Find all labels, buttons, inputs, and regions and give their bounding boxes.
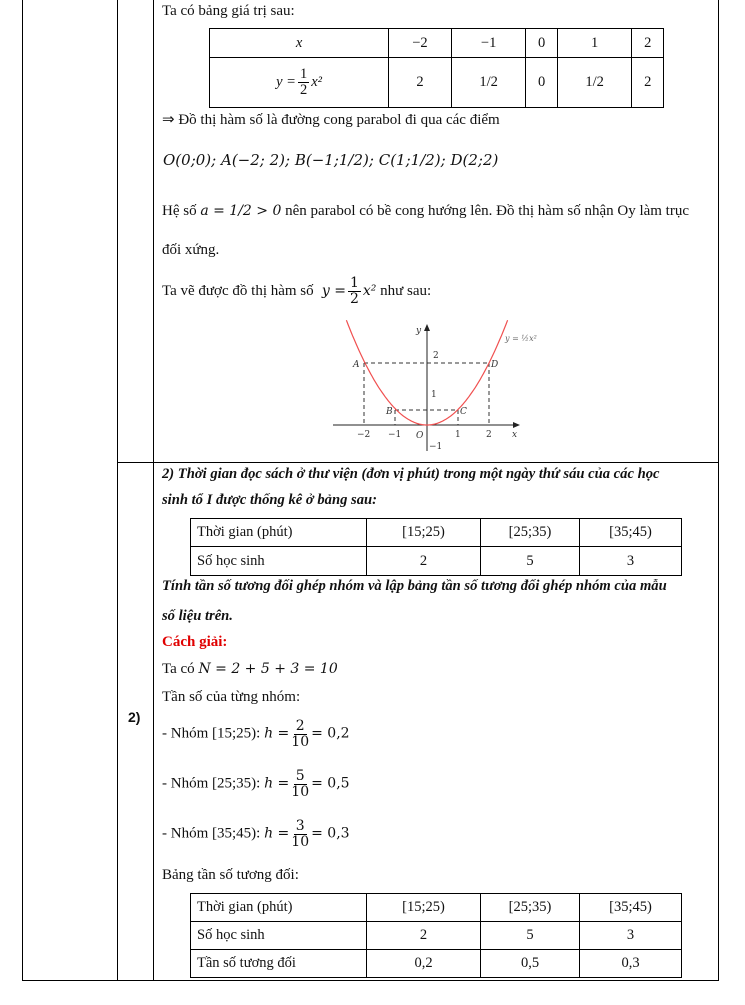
group-label: - Nhóm [25;35): [162, 775, 261, 792]
draw-suffix: như sau: [380, 283, 432, 300]
coef-suffix: nên parabol có bề cong hướng lên. Đồ thị hàm số nhận Oy làm trục [285, 203, 690, 219]
point-label-a: A [353, 360, 360, 370]
cell: 3 [580, 547, 682, 576]
group-result: = 0,2 [311, 725, 350, 742]
frame-right [718, 0, 719, 981]
cell: 2 [367, 547, 481, 576]
cell: −1 [451, 29, 526, 58]
num: 3 [295, 818, 305, 834]
cell: [25;35) [481, 894, 580, 922]
group-line [162, 769, 350, 799]
group-line [162, 719, 350, 749]
cell: Thời gian (phút) [191, 519, 367, 547]
point-d: D(2;2) [450, 151, 499, 169]
freq-heading: Tần số của từng nhóm: [162, 689, 301, 705]
group-result: = 0,3 [311, 825, 350, 842]
point-o: O(0;0); [163, 151, 217, 169]
den: 2 [299, 82, 308, 98]
question-line1: 2) Thời gian đọc sách ở thư viện (đơn vị phút) trong một ngày thứ sáu của các học [162, 466, 660, 482]
den: 10 [291, 833, 310, 850]
x-tick: −2 [357, 430, 371, 440]
rel-freq-table [190, 893, 682, 978]
group-result: = 0,5 [311, 775, 350, 792]
draw-prefix: Ta vẽ được đồ thị hàm số [162, 283, 314, 300]
intro-text: Ta có bảng giá trị sau: [162, 3, 295, 19]
cell: Tần số tương đối [191, 950, 367, 978]
cell: 0 [526, 58, 557, 108]
x-tick: 2 [486, 430, 492, 440]
cell: 1/2 [557, 58, 632, 108]
total-math: N = 2 + 5 + 3 = 10 [198, 661, 338, 677]
group-line [162, 819, 350, 849]
group-label: - Nhóm [35;45): [162, 825, 261, 842]
point-b: B(−1;1/2); [294, 151, 374, 169]
coef-prefix: Hệ số [162, 203, 197, 219]
cell: 3 [580, 922, 682, 950]
task-line2: số liệu trên. [162, 608, 233, 624]
draw-line [162, 276, 431, 306]
cell: [35;45) [580, 519, 682, 547]
point-label-c: C [460, 407, 467, 417]
cell: Số học sinh [191, 922, 367, 950]
rel-table-heading: Bảng tần số tương đối: [162, 867, 299, 883]
frame-col1 [117, 0, 118, 981]
y-label-cell [210, 58, 389, 108]
parabola-graph [330, 315, 570, 455]
den: 10 [291, 733, 310, 750]
cell: 5 [481, 547, 580, 576]
value-table [209, 28, 664, 108]
curve-label: y = ½x² [505, 334, 537, 343]
cell: Số học sinh [191, 547, 367, 576]
points-line [163, 151, 498, 169]
cell: [35;45) [580, 894, 682, 922]
point-c: C(1;1/2); [378, 151, 446, 169]
cell: 0,3 [580, 950, 682, 978]
y-tick: −1 [429, 442, 443, 452]
cell: x [210, 29, 389, 58]
coef-line [162, 203, 689, 220]
var: x² [311, 73, 322, 90]
question-line2: sinh tổ I được thống kê ở bảng sau: [162, 492, 377, 508]
total-prefix: Ta có [162, 661, 195, 677]
frame-left [22, 0, 23, 981]
group-label: - Nhóm [15;25): [162, 725, 261, 742]
y-tick: 2 [433, 351, 439, 361]
conclusion-text: ⇒ Đồ thị hàm số là đường cong parabol đi qua các điểm [162, 112, 500, 128]
cell: [15;25) [367, 519, 481, 547]
den: 10 [291, 783, 310, 800]
origin-label: O [416, 431, 424, 441]
x-tick: 1 [455, 430, 461, 440]
task-line1: Tính tần số tương đối ghép nhóm và lập bảng tần số tương đối ghép nhóm của mẫu [162, 578, 667, 594]
x-arrow-icon [513, 422, 520, 428]
group-lhs: h = [264, 725, 290, 742]
frame-col2 [153, 0, 154, 981]
cell: 5 [481, 922, 580, 950]
row-label: 2) [128, 709, 141, 725]
draw-math: y = $\frac{1}{2}$ x² [317, 275, 377, 307]
total-line [162, 661, 338, 678]
axis-x-label: x [512, 430, 518, 440]
cell: [25;35) [481, 519, 580, 547]
y-lhs: y = [276, 73, 296, 90]
cell: 0 [526, 29, 557, 58]
cell: 1 [557, 29, 632, 58]
cell: 0,5 [481, 950, 580, 978]
solution-heading: Cách giải: [162, 634, 228, 650]
cell: 2 [632, 29, 664, 58]
coef-line2: đối xứng. [162, 242, 220, 258]
frame-bottom [22, 980, 719, 981]
point-label-b: B [386, 407, 393, 417]
axis-y-label: y [416, 326, 422, 336]
group-lhs: h = [264, 775, 290, 792]
point-label-d: D [491, 360, 499, 370]
point-a: A(−2; 2); [220, 151, 291, 169]
cell: Thời gian (phút) [191, 894, 367, 922]
cell: [15;25) [367, 894, 481, 922]
num: 1 [299, 65, 308, 82]
cell: −2 [389, 29, 452, 58]
group-lhs: h = [264, 825, 290, 842]
cell: 2 [389, 58, 452, 108]
y-arrow-icon [424, 324, 430, 331]
cell: 1/2 [451, 58, 526, 108]
x-tick: −1 [388, 430, 402, 440]
coef-math: a = 1/2 > 0 [200, 203, 282, 219]
cell: 0,2 [367, 950, 481, 978]
cell: 2 [367, 922, 481, 950]
num: 5 [295, 768, 305, 784]
num: 2 [295, 718, 305, 734]
cell: 2 [632, 58, 664, 108]
data-table [190, 518, 682, 576]
y-tick: 1 [431, 390, 437, 400]
row-divider [117, 462, 719, 463]
